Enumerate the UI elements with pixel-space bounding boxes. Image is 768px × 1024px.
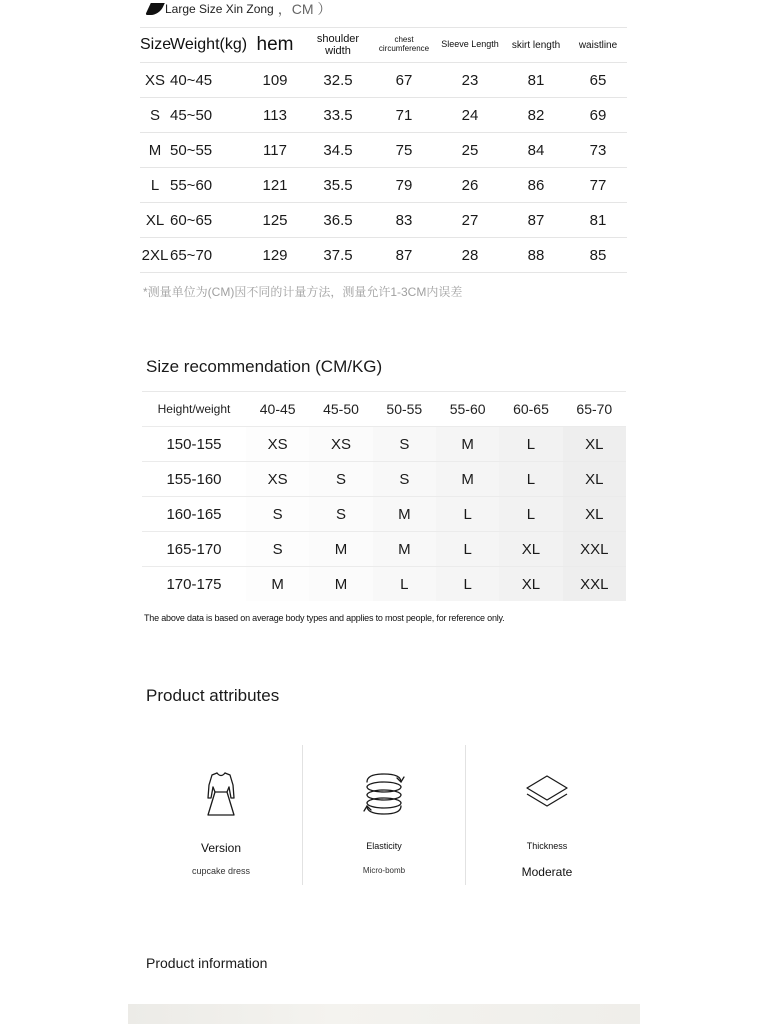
size-chart-cell: 77 (569, 168, 627, 203)
size-chart-cell: XS (140, 63, 170, 98)
layers-icon (522, 770, 572, 814)
recommendation-cell: XXL (563, 532, 626, 567)
size-chart-cell: 45~50 (170, 98, 245, 133)
recommendation-header-row (142, 392, 626, 427)
recommendation-cell: XS (246, 462, 309, 497)
size-chart-row (140, 133, 627, 168)
recommendation-cell: L (436, 532, 499, 567)
size-chart-cell: 67 (371, 63, 437, 98)
recommendation-cell: XL (499, 532, 562, 567)
recommendation-cell: 165-170 (142, 532, 246, 567)
size-chart-cell: 26 (437, 168, 503, 203)
recommendation-cell: S (246, 497, 309, 532)
size-chart-cell: 25 (437, 133, 503, 168)
size-chart-cell: 129 (245, 238, 305, 273)
size-chart-cell: 65~70 (170, 238, 245, 273)
recommendation-title: Size recommendation (CM/KG) (146, 357, 383, 376)
size-chart-cell: 60~65 (170, 203, 245, 238)
size-chart-col-header: skirt length (503, 28, 569, 63)
recommendation-row (142, 567, 626, 602)
size-chart-cell: 125 (245, 203, 305, 238)
attribute-elasticity (302, 745, 465, 885)
size-chart-cell: 82 (503, 98, 569, 133)
size-chart-cell: 83 (371, 203, 437, 238)
attribute-name: Elasticity (366, 841, 402, 851)
recommendation-cell: 150-155 (142, 427, 246, 462)
recommendation-cell: XL (563, 462, 626, 497)
size-chart-cell: 35.5 (305, 168, 371, 203)
attributes-row (140, 745, 628, 885)
size-chart-cell: M (140, 133, 170, 168)
recommendation-col-header: 55-60 (436, 392, 499, 427)
size-chart-col-header: Size (140, 28, 170, 63)
attribute-version (140, 745, 302, 885)
size-chart-cell: 36.5 (305, 203, 371, 238)
size-chart-col-header: chest circumference (371, 28, 437, 63)
recommendation-cell: L (499, 462, 562, 497)
size-chart-cell: 86 (503, 168, 569, 203)
size-chart-cell: 40~45 (170, 63, 245, 98)
recommendation-col-header: 60-65 (499, 392, 562, 427)
size-chart-cell: 75 (371, 133, 437, 168)
size-chart-row (140, 238, 627, 273)
recommendation-col-header: Height/weight (142, 392, 246, 427)
size-chart-cell: 33.5 (305, 98, 371, 133)
recommendation-row (142, 497, 626, 532)
recommendation-cell: L (436, 497, 499, 532)
size-chart-cell: 87 (371, 238, 437, 273)
size-chart-row (140, 98, 627, 133)
recommendation-cell: M (436, 462, 499, 497)
size-chart-col-header: waistline (569, 28, 627, 63)
size-chart-header-unit: ，CM ） (277, 1, 332, 17)
recommendation-cell: L (436, 567, 499, 602)
recommendation-cell: S (373, 427, 436, 462)
attribute-name: Version (200, 841, 242, 855)
size-chart-cell: 50~55 (170, 133, 245, 168)
product-photo (128, 1004, 640, 1024)
recommendation-cell: M (436, 427, 499, 462)
recommendation-cell: XL (563, 427, 626, 462)
size-chart-cell: 27 (437, 203, 503, 238)
size-chart-cell: 73 (569, 133, 627, 168)
size-chart-col-header: Weight(kg) (170, 28, 245, 63)
product-info-title: Product information (146, 955, 268, 971)
size-chart-cell: 113 (245, 98, 305, 133)
recommendation-cell: M (246, 567, 309, 602)
recommendation-cell: S (309, 497, 372, 532)
size-chart-cell: 28 (437, 238, 503, 273)
recommendation-cell: 160-165 (142, 497, 246, 532)
recommendation-cell: 170-175 (142, 567, 246, 602)
recommendation-col-header: 45-50 (309, 392, 372, 427)
size-chart-row (140, 168, 627, 203)
size-chart-cell: 23 (437, 63, 503, 98)
recommendation-cell: XXL (563, 567, 626, 602)
recommendation-col-header: 40-45 (246, 392, 309, 427)
size-chart-col-header: shoulder width (305, 28, 371, 63)
size-chart-cell: 81 (503, 63, 569, 98)
size-chart-header-row (140, 28, 627, 63)
recommendation-cell: XL (499, 567, 562, 602)
size-chart-cell: 109 (245, 63, 305, 98)
size-chart-row (140, 203, 627, 238)
brand-mark-icon (145, 3, 165, 15)
size-chart-cell: XL (140, 203, 170, 238)
recommendation-row (142, 532, 626, 567)
attributes-title: Product attributes (146, 686, 280, 705)
size-chart-cell: 87 (503, 203, 569, 238)
recommendation-cell: S (309, 462, 372, 497)
size-chart-cell: 71 (371, 98, 437, 133)
recommendation-cell: M (309, 567, 372, 602)
attribute-thickness (465, 745, 628, 885)
size-chart-cell: 55~60 (170, 168, 245, 203)
attribute-value: Micro-bomb (362, 866, 406, 875)
recommendation-row (142, 462, 626, 497)
size-chart-cell: 24 (437, 98, 503, 133)
recommendation-col-header: 50-55 (373, 392, 436, 427)
recommendation-cell: M (373, 497, 436, 532)
size-chart-header-title: Large Size Xin Zong (165, 2, 274, 16)
recommendation-note: The above data is based on average body types and applies to most people, for reference only. (144, 613, 505, 623)
recommendation-cell: L (499, 427, 562, 462)
elasticity-coil-icon (361, 770, 407, 818)
size-chart-cell: 117 (245, 133, 305, 168)
size-chart-cell: 79 (371, 168, 437, 203)
size-chart-cell: S (140, 98, 170, 133)
size-chart-cell: L (140, 168, 170, 203)
size-chart-cell: 32.5 (305, 63, 371, 98)
size-chart-cell: 88 (503, 238, 569, 273)
size-chart-col-header: hem (245, 28, 305, 63)
recommendation-cell: S (373, 462, 436, 497)
recommendation-cell: M (309, 532, 372, 567)
recommendation-cell: L (373, 567, 436, 602)
size-chart-row (140, 63, 627, 98)
recommendation-col-header: 65-70 (563, 392, 626, 427)
dress-icon (204, 770, 238, 820)
size-chart-cell: 84 (503, 133, 569, 168)
recommendation-cell: 155-160 (142, 462, 246, 497)
size-chart-cell: 85 (569, 238, 627, 273)
recommendation-cell: M (373, 532, 436, 567)
recommendation-cell: XS (246, 427, 309, 462)
measurement-note: *测量单位为(CM)因不同的计量方法，测量允许1-3CM内误差 (143, 285, 463, 299)
size-chart-cell: 2XL (140, 238, 170, 273)
recommendation-table (142, 391, 626, 601)
size-chart-cell: 37.5 (305, 238, 371, 273)
size-chart-col-header: Sleeve Length (437, 28, 503, 63)
attribute-value: Moderate (521, 865, 573, 879)
size-chart-cell: 81 (569, 203, 627, 238)
size-chart-cell: 69 (569, 98, 627, 133)
size-chart-cell: 34.5 (305, 133, 371, 168)
recommendation-cell: XS (309, 427, 372, 462)
recommendation-row (142, 427, 626, 462)
size-chart-header (148, 0, 331, 18)
recommendation-cell: L (499, 497, 562, 532)
size-chart-table (140, 27, 627, 273)
attribute-name: Thickness (526, 841, 568, 851)
recommendation-cell: S (246, 532, 309, 567)
size-chart-cell: 65 (569, 63, 627, 98)
attribute-value: cupcake dress (191, 866, 251, 876)
size-chart-cell: 121 (245, 168, 305, 203)
recommendation-cell: XL (563, 497, 626, 532)
